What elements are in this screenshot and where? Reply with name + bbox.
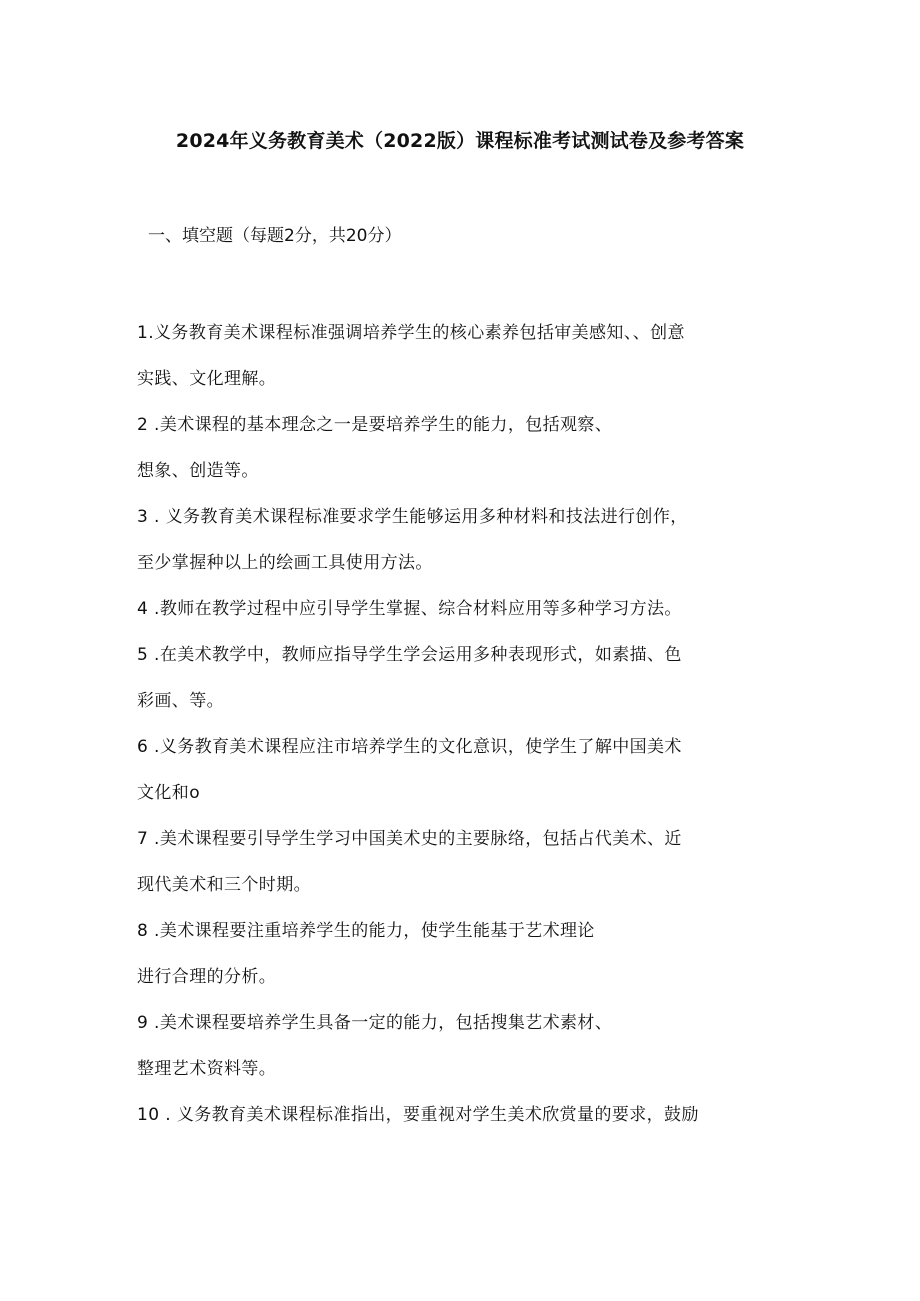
text-line: 实践、文化理解。 [137,369,277,389]
text-line: 3 . 义务教育美术课程标准要求学生能够运用多种材料和技法进行创作， [137,507,688,527]
text-line: 1.义务教育美术课程标准强调培养学生的核心素养包括审美感知、、创意 [137,323,685,343]
text-line: 5 .在美术教学中，教师应指导学生学会运用多种表现形式，如素描、色 [137,645,682,665]
text-line: 6 .义务教育美术课程应注市培养学生的文化意识，使学生了解中国美术 [137,737,682,757]
text-line: 现代美术和三个时期。 [137,875,311,895]
text-line: 整理艺术资料等。 [137,1059,277,1079]
text-line: 10 . 义务教育美术课程标准指出，要重视对学生美术欣赏量的要求，鼓励 [137,1105,699,1125]
section-heading: 一、填空题（每题2分，共20分） [148,226,402,246]
text-line: 想象、创造等。 [137,461,259,481]
question-list [137,316,787,1144]
document-title: 2024年义务教育美术（2022版）课程标准考试测试卷及参考答案 [175,130,745,152]
text-line: 彩画、等。 [137,691,224,711]
text-line: 7 .美术课程要引导学生学习中国美术史的主要脉络，包括占代美术、近 [137,829,682,849]
text-line: 文化和o [137,783,201,803]
text-line: 4 .教师在教学过程中应引导学生掌握、综合材料应用等多种学习方法。 [137,599,682,619]
text-line: 8 .美术课程要注重培养学生的能力，使学生能基于艺术理论 [137,921,595,941]
text-line: 2 .美术课程的基本理念之一是要培养学生的能力，包括观察、 [137,415,613,435]
text-line: 9 .美术课程要培养学生具备一定的能力，包括搜集艺术素材、 [137,1013,613,1033]
text-line: 至少掌握种以上的绘画工具使用方法。 [137,553,433,573]
text-line: 进行合理的分析。 [137,967,277,987]
